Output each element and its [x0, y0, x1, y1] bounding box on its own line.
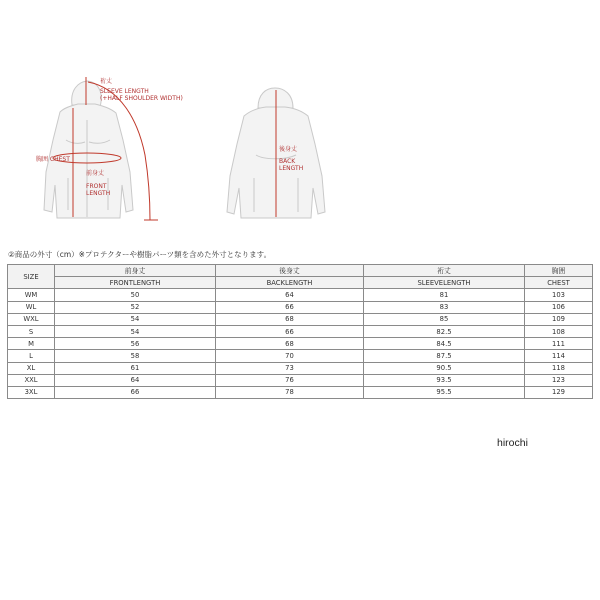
size-diagram — [0, 60, 600, 240]
table-cell: 66 — [216, 301, 364, 313]
jacket-illustrations — [0, 60, 600, 240]
table-row — [8, 301, 593, 313]
table-cell: 56 — [55, 338, 216, 350]
table-cell: 64 — [55, 374, 216, 386]
table-cell: 76 — [216, 374, 364, 386]
table-cell: 54 — [55, 325, 216, 337]
table-header-row-en — [8, 277, 593, 289]
table-cell: 50 — [55, 289, 216, 301]
size-cell: XXL — [8, 374, 55, 386]
table-cell: 82.5 — [364, 325, 525, 337]
table-cell: 109 — [525, 313, 593, 325]
sleeve-label-jp: 裄丈 — [100, 78, 113, 85]
size-cell: WXL — [8, 313, 55, 325]
back-length-label-en-2: LENGTH — [279, 165, 304, 172]
table-cell: 58 — [55, 350, 216, 362]
table-cell: 70 — [216, 350, 364, 362]
back-length-label-en-1: BACK — [279, 158, 296, 165]
size-cell: S — [8, 325, 55, 337]
size-cell: L — [8, 350, 55, 362]
column-header-jp: 後身丈 — [216, 265, 364, 277]
table-cell: 61 — [55, 362, 216, 374]
sleeve-label-en: SLEEVE LENGTH — [100, 88, 149, 95]
table-cell: 83 — [364, 301, 525, 313]
brand-watermark: hirochi — [497, 437, 528, 449]
table-cell: 111 — [525, 338, 593, 350]
table-cell: 95.5 — [364, 386, 525, 398]
table-cell: 78 — [216, 386, 364, 398]
table-cell: 106 — [525, 301, 593, 313]
front-length-label-en-1: FRONT — [86, 183, 107, 190]
size-cell: M — [8, 338, 55, 350]
table-cell: 68 — [216, 313, 364, 325]
table-cell: 85 — [364, 313, 525, 325]
table-cell: 93.5 — [364, 374, 525, 386]
table-cell: 66 — [55, 386, 216, 398]
column-header-en: FRONTLENGTH — [55, 277, 216, 289]
table-row — [8, 338, 593, 350]
column-header-en: BACKLENGTH — [216, 277, 364, 289]
size-column-header: SIZE — [8, 265, 55, 289]
column-header-jp: 前身丈 — [55, 265, 216, 277]
table-cell: 87.5 — [364, 350, 525, 362]
table-row — [8, 350, 593, 362]
column-header-en: SLEEVELENGTH — [364, 277, 525, 289]
size-cell: WM — [8, 289, 55, 301]
column-header-jp: 胸囲 — [525, 265, 593, 277]
table-cell: 66 — [216, 325, 364, 337]
table-cell: 52 — [55, 301, 216, 313]
table-cell: 123 — [525, 374, 593, 386]
table-row — [8, 313, 593, 325]
table-row — [8, 386, 593, 398]
table-row — [8, 362, 593, 374]
table-cell: 68 — [216, 338, 364, 350]
size-table — [7, 264, 593, 399]
table-cell: 103 — [525, 289, 593, 301]
sleeve-label-note: (+HALF SHOULDER WIDTH) — [100, 95, 183, 102]
size-cell: 3XL — [8, 386, 55, 398]
table-cell: 81 — [364, 289, 525, 301]
front-length-label-en-2: LENGTH — [86, 190, 111, 197]
table-cell: 64 — [216, 289, 364, 301]
measurement-note: ②商品の外寸（cm）※プロテクターや樹脂パーツ類を含めた外寸となります。 — [8, 250, 272, 259]
size-cell: XL — [8, 362, 55, 374]
table-cell: 54 — [55, 313, 216, 325]
table-row — [8, 325, 593, 337]
table-cell: 108 — [525, 325, 593, 337]
table-cell: 114 — [525, 350, 593, 362]
table-cell: 90.5 — [364, 362, 525, 374]
column-header-jp: 裄丈 — [364, 265, 525, 277]
table-cell: 73 — [216, 362, 364, 374]
table-row — [8, 289, 593, 301]
table-cell: 84.5 — [364, 338, 525, 350]
table-row — [8, 374, 593, 386]
size-cell: WL — [8, 301, 55, 313]
table-header-row-jp — [8, 265, 593, 277]
chest-label: 胸囲 CHEST — [36, 156, 70, 163]
column-header-en: CHEST — [525, 277, 593, 289]
table-cell: 118 — [525, 362, 593, 374]
back-length-label-jp: 後身丈 — [279, 146, 298, 153]
table-cell: 129 — [525, 386, 593, 398]
front-length-label-jp: 前身丈 — [86, 170, 105, 177]
